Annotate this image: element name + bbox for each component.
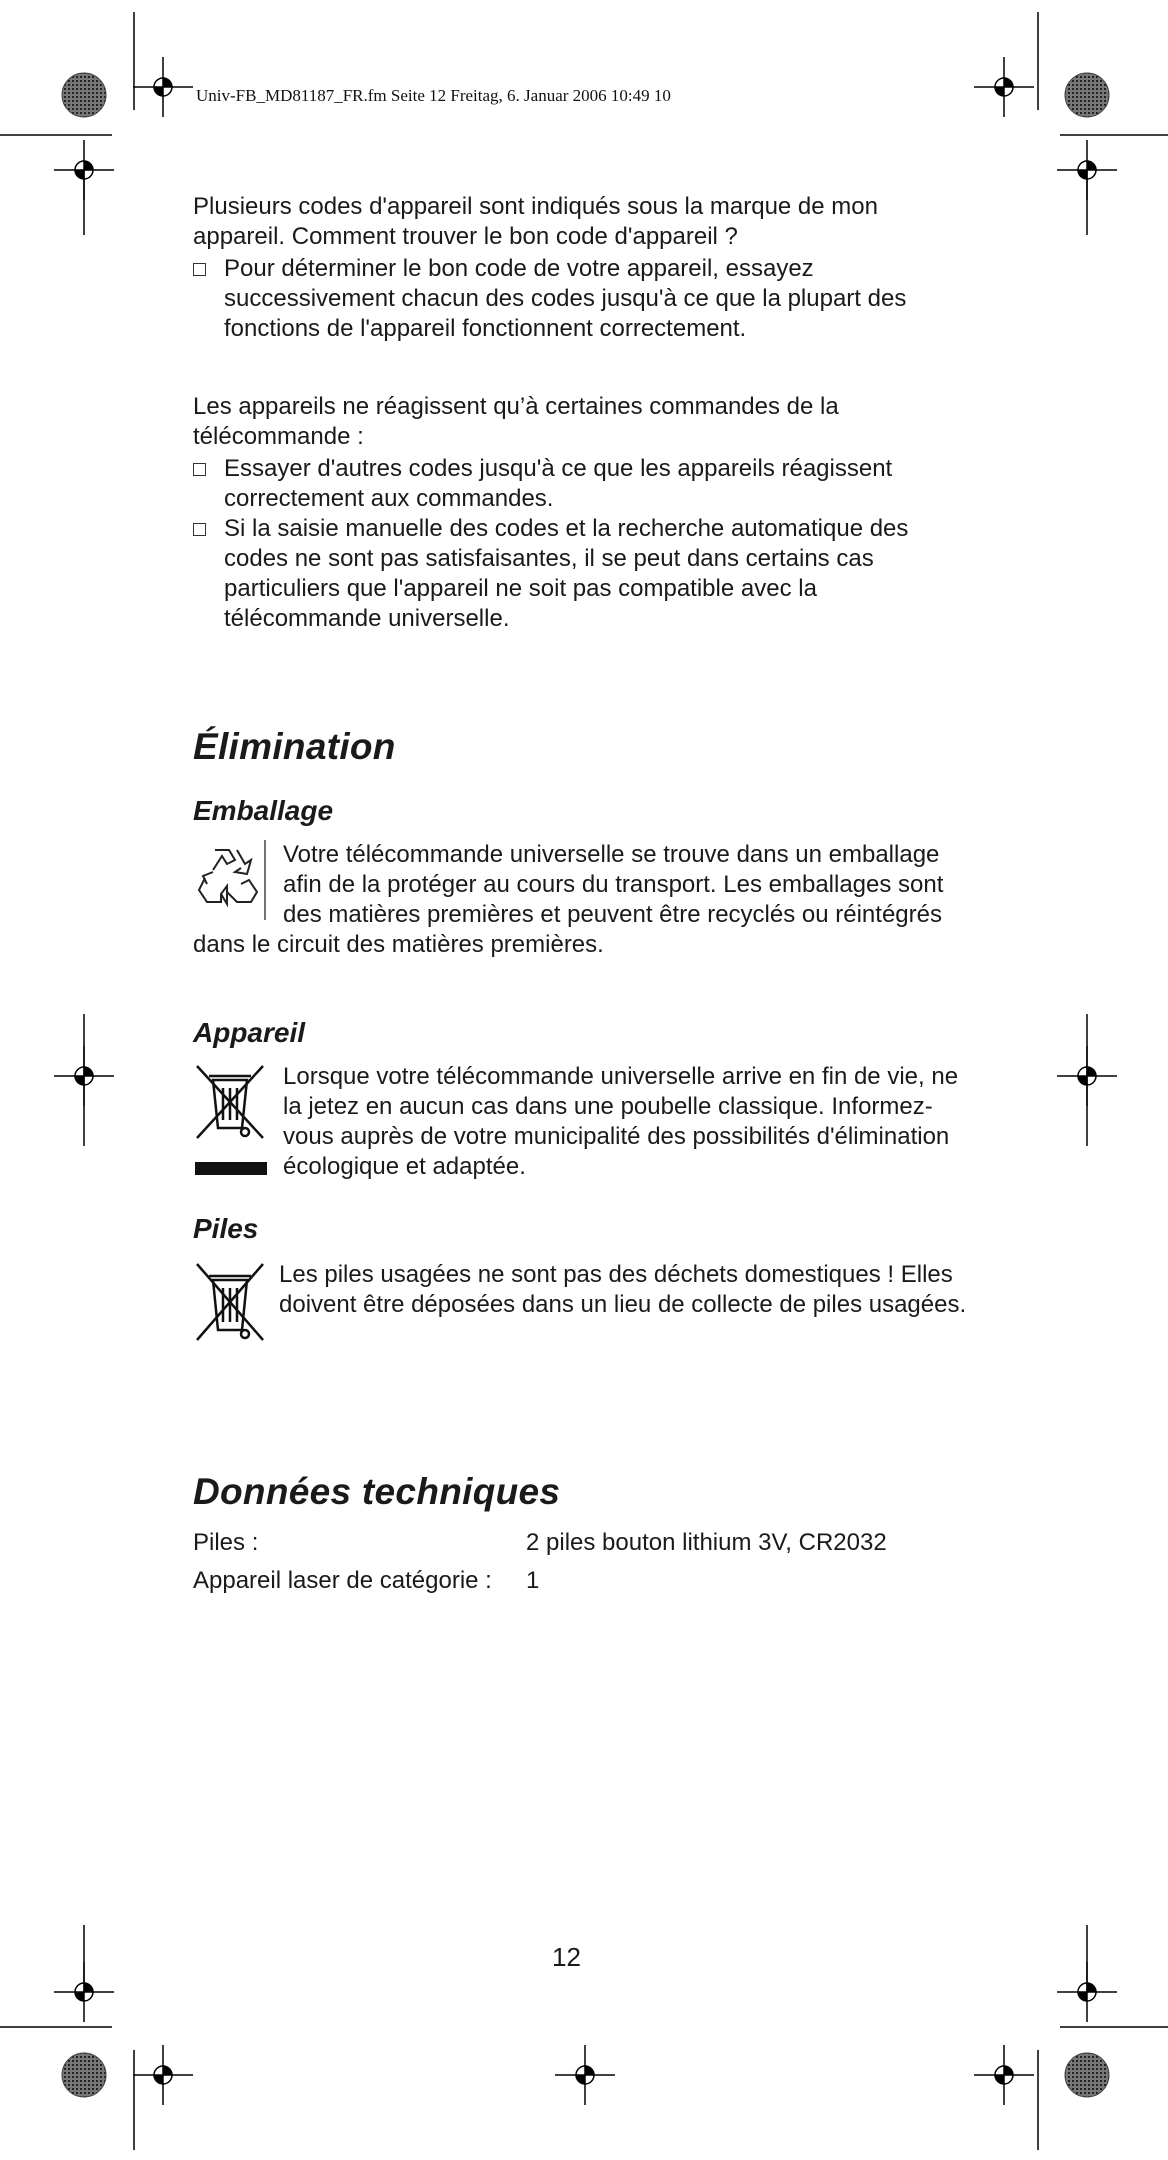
batteries-block (193, 1260, 973, 1346)
faq-answer (193, 514, 973, 634)
faq-answer-text: Si la saisie manuelle des codes et la recherche automatique des codes ne sont pas satisfaisantes, il se peut dans certains cas particuliers que l'appareil ne soit pas compatible avec la télécommande universelle. (224, 515, 909, 632)
packaging-text: Votre télécommande universelle se trouve dans un emballage afin de la protéger au cours du transport. Les emballages sont des matières premières et peuvent être recyclés ou réintégrés dans le circuit des matières premières. (193, 841, 944, 958)
faq-answer-text: Pour déterminer le bon code de votre appareil, essayez successivement chacun des codes jusqu'à ce que la plupart des fonctions de l'appareil fonctionnent correctement. (224, 255, 907, 342)
spec-value: 2 piles bouton lithium 3V, CR2032 (526, 1529, 887, 1556)
spec-value: 1 (526, 1567, 540, 1594)
faq-item (193, 192, 973, 344)
section-title-specs: Données techniques (193, 1471, 561, 1512)
bullet-box-icon (193, 463, 206, 476)
bullet-box-icon (193, 263, 206, 276)
faq-answer (193, 254, 973, 344)
bullet-box-icon (193, 523, 206, 536)
device-text: Lorsque votre télécommande universelle arrive en fin de vie, ne la jetez en aucun cas dans une poubelle classique. Informez-vous auprès de votre municipalité des possibilités d'élimination écologique et adaptée. (283, 1063, 959, 1180)
device-block (193, 1062, 973, 1182)
spec-label: Piles : (193, 1529, 259, 1556)
subheading-batteries: Piles (193, 1213, 259, 1244)
crossed-bin-icon (193, 1062, 283, 1182)
faq-answer (193, 454, 973, 514)
packaging-block (193, 840, 973, 960)
page-number: 12 (552, 1942, 581, 1972)
faq-question: Plusieurs codes d'appareil sont indiqués sous la marque de mon appareil. Comment trouver le bon code d'appareil ? (193, 193, 878, 250)
faq-item (193, 392, 973, 634)
recycle-icon (193, 840, 283, 922)
faq-question: Les appareils ne réagissent qu’à certaines commandes de la télécommande : (193, 393, 839, 450)
faq-answer-text: Essayer d'autres codes jusqu'à ce que les appareils réagissent correctement aux commandes. (224, 455, 893, 512)
batteries-text: Les piles usagées ne sont pas des déchets domestiques ! Elles doivent être déposées dans un lieu de collecte de piles usagées. (279, 1261, 967, 1318)
crossed-bin-icon (193, 1260, 279, 1346)
subheading-device: Appareil (193, 1017, 306, 1048)
spec-label: Appareil laser de catégorie : (193, 1567, 492, 1594)
section-title-elimination: Élimination (193, 726, 396, 767)
print-header-line: Univ-FB_MD81187_FR.fm Seite 12 Freitag, 6. Januar 2006 10:49 10 (196, 86, 671, 105)
subheading-packaging: Emballage (193, 795, 334, 826)
